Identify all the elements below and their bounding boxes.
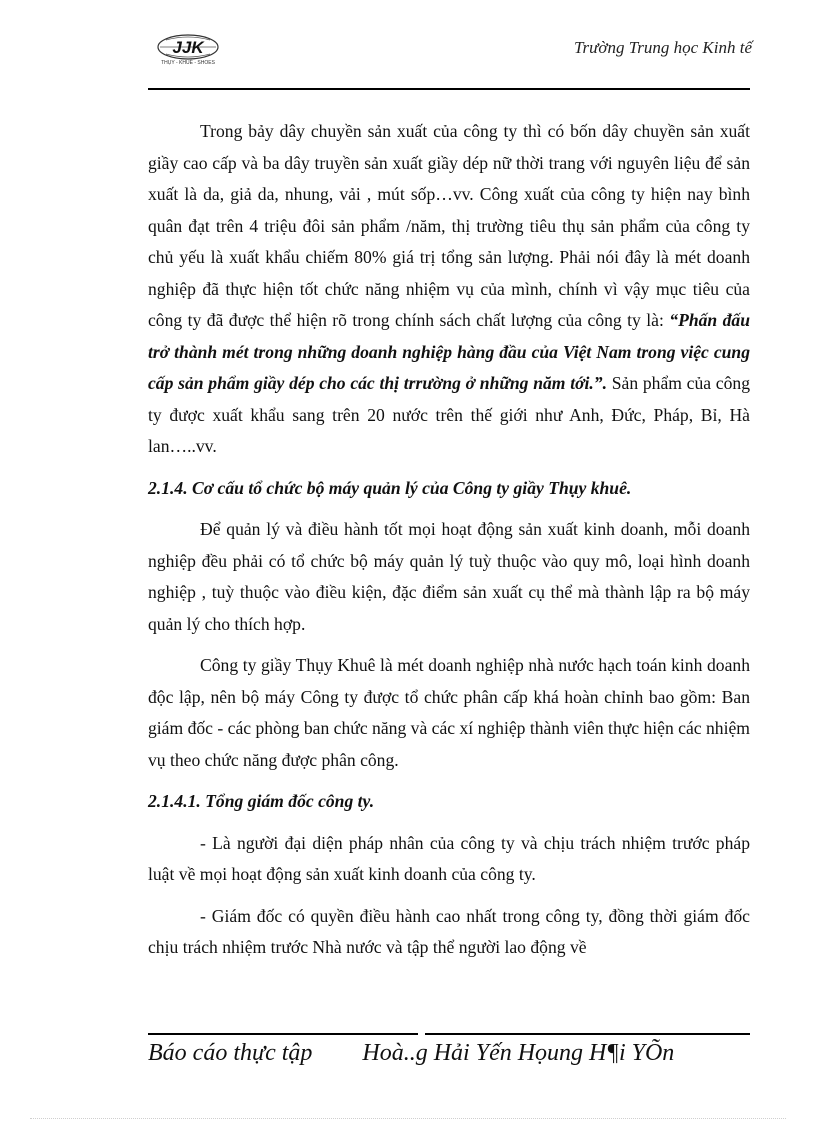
section-heading-2-1-4-1: 2.1.4.1. Tổng giám đốc công ty. bbox=[148, 791, 375, 811]
header-divider bbox=[148, 88, 750, 90]
paragraph-5: - Giám đốc có quyền điều hành cao nhất trong công ty, đồng thời giám đốc chịu trách nhiệm trước Nhà nước và tập thể người lao động về bbox=[148, 905, 750, 957]
paragraph-2: Để quản lý và điều hành tốt mọi hoạt động sản xuất kinh doanh, mỗi doanh nghiệp đều phải có tổ chức bộ máy quản lý tuỳ thuộc vào quy mô, loại hình doanh nghiệp , tuỳ thuộc vào điều kiện, đặc điểm sản xuất cụ thể mà thành lập ra bộ máy quản lý cho thích hợp. bbox=[148, 519, 750, 634]
page-edge-dotted-line bbox=[30, 1118, 786, 1119]
logo-subtext: THỤY - KHUÊ - SHOES bbox=[161, 60, 215, 66]
paragraph-1-continued: Sản phẩm của công ty được xuất khẩu sang trên 20 nước trên thế giới như Anh, Đức, Pháp, Bỉ, Hà lan…..vv. bbox=[148, 373, 751, 456]
paragraph-1-text: Trong bảy dây chuyền sản xuất của công ty thì có bốn dây chuyền sản xuất giầy cao cấp và ba dây truyền sản xuất giầy dép nữ thời trang với nguyên liệu để sản xuất là da, giả da, nhung, vải , mút sốp…vv. Công xuất của công ty hiện nay bình quân đạt trên 4 triệu đôi sản phẩm /năm, thị trường tiêu thụ sản phẩm của công ty chủ yếu là xuất khẩu chiếm 80% giá trị tổng sản lượng. Phải nói đây là mét doanh nghiệp đã thực hiện tốt chức năng nhiệm vụ của mình, chính vì vậy mục tiêu của công ty đã được thể hiện rõ trong chính sách chất lượng của công ty là: bbox=[148, 121, 750, 330]
footer-divider-left bbox=[148, 1033, 418, 1035]
paragraph-3: Công ty giầy Thụy Khuê là mét doanh nghiệp nhà nước hạch toán kinh doanh độc lập, nên bộ máy Công ty được tổ chức phân cấp khá hoàn chỉnh bao gồm: Ban giám đốc - các phòng ban chức năng và các xí nghiệp thành viên thực hiện các nhiệm vụ theo chức năng được phân công. bbox=[148, 655, 750, 770]
document-body bbox=[148, 116, 750, 964]
footer-divider-right bbox=[425, 1033, 750, 1035]
footer-author: Hoà..g Hải Yến Họung H¶i YÕn bbox=[362, 1040, 675, 1066]
footer bbox=[148, 1040, 674, 1067]
footer-report-title: Báo cáo thực tập bbox=[148, 1040, 313, 1066]
paragraph-1 bbox=[148, 116, 750, 463]
section-heading-2-1-4: 2.1.4. Cơ cấu tổ chức bộ máy quản lý của Công ty giầy Thụy khuê. bbox=[148, 477, 632, 498]
logo-text: JJK bbox=[172, 38, 204, 57]
header-school-name: Trường Trung học Kinh tế bbox=[574, 38, 752, 57]
quality-policy-quote: “Phấn đấu trở thành mét trong những doanh nghiệp hàng đầu của Việt Nam trong việc cung cấp sản phẩm giầy dép cho các thị trrường ở những năm tới.”. bbox=[148, 310, 751, 393]
paragraph-4: - Là người đại diện pháp nhân của công ty và chịu trách nhiệm trước pháp luật về mọi hoạt động sản xuất kinh doanh của công ty. bbox=[148, 832, 750, 884]
company-logo-icon bbox=[152, 32, 224, 66]
